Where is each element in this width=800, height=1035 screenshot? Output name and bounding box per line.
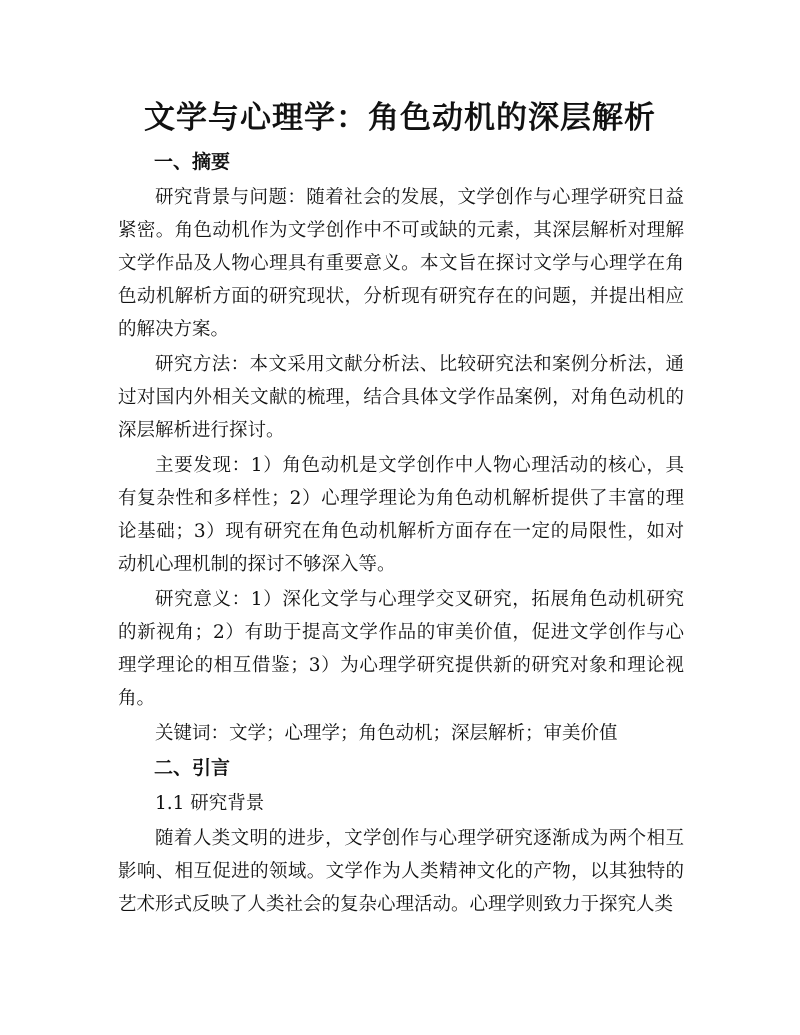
introduction-paragraph: 随着人类文明的进步，文学创作与心理学研究逐渐成为两个相互影响、相互促进的领域。文学作为人类精神文化的产物，以其独特的艺术形式反映了人类社会的复杂心理活动。心理学则致力于探究人类 (118, 828, 684, 915)
document-title: 文学与心理学：角色动机的深层解析 (144, 100, 656, 136)
background-paragraph: 研究背景与问题：随着社会的发展，文学创作与心理学研究日益紧密。角色动机作为文学创作中不可或缺的元素，其深层解析对理解文学作品及人物心理具有重要意义。本文旨在探讨文学与心理学在角色动机解析方面的研究现状，分析现有研究存在的问题，并提出相应的解决方案。 (118, 187, 684, 340)
abstract-heading: 一、摘要 (154, 151, 231, 173)
document-body (118, 146, 684, 923)
methods-paragraph: 研究方法：本文采用文献分析法、比较研究法和案例分析法，通过对国内外相关文献的梳理，结合具体文学作品案例，对角色动机的深层解析进行探讨。 (118, 354, 684, 441)
section-1-1-heading: 1.1 研究背景 (155, 793, 265, 814)
findings-paragraph: 主要发现：1）角色动机是文学创作中人物心理活动的核心，具有复杂性和多样性；2）心理学理论为角色动机解析提供了丰富的理论基础；3）现有研究在角色动机解析方面存在一定的局限性，如对动机心理机制的探讨不够深入等。 (118, 455, 684, 575)
keywords-line: 关键词：文学；心理学；角色动机；深层解析；审美价值 (155, 723, 618, 744)
introduction-heading: 二、引言 (154, 757, 231, 779)
significance-paragraph: 研究意义：1）深化文学与心理学交叉研究，拓展角色动机研究的新视角；2）有助于提高文学作品的审美价值，促进文学创作与心理学理论的相互借鉴；3）为心理学研究提供新的研究对象和理论视角。 (118, 589, 684, 709)
